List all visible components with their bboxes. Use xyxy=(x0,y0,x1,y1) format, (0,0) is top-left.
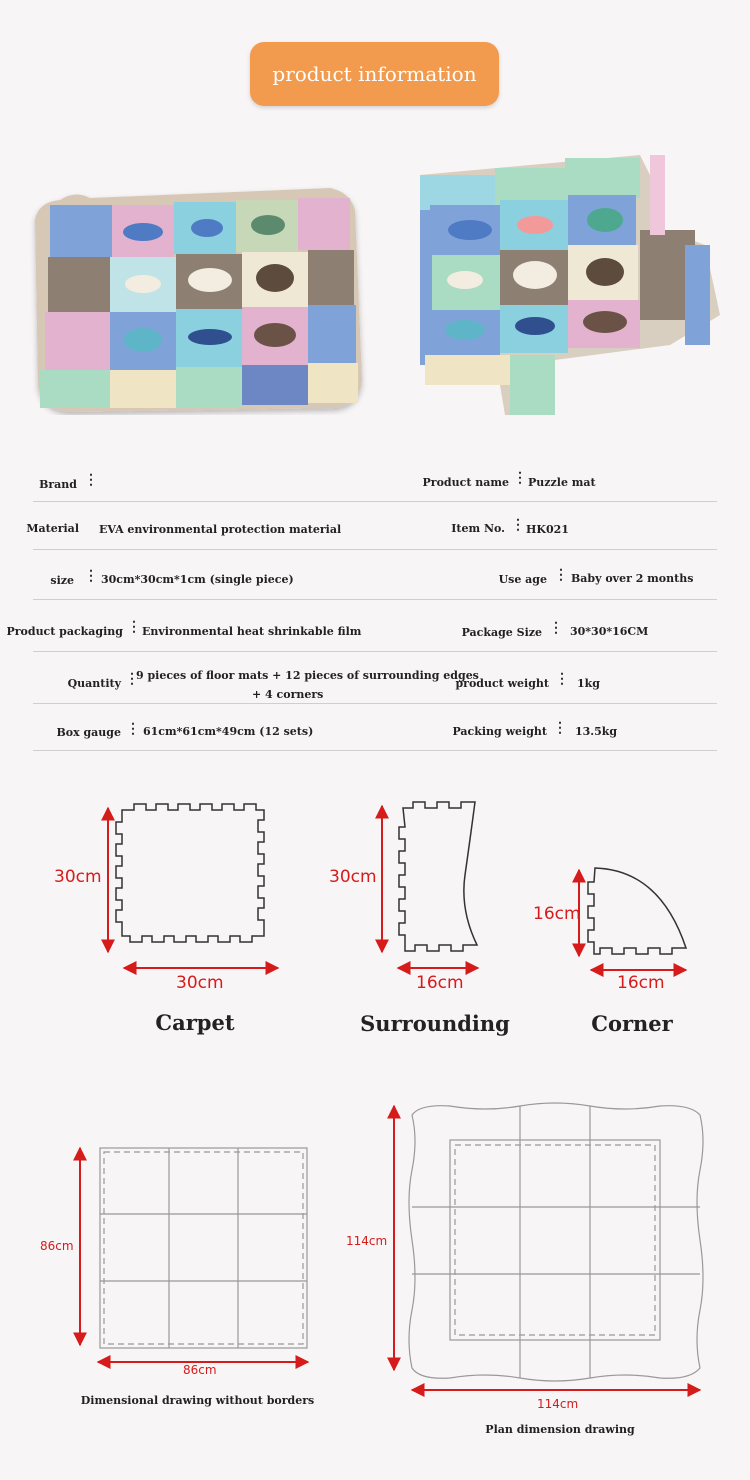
surrounding-width-label: 16cm xyxy=(416,973,464,993)
spec-row-size: size ⋮ 30cm*30cm*1cm (single piece) Use age ⋮ Baby over 2 months xyxy=(33,549,717,600)
material-value: EVA environmental protection material xyxy=(99,523,342,536)
surrounding-height-label: 30cm xyxy=(329,867,377,887)
spec-row-quantity: Quantity ⋮ 9 pieces of floor mats + 12 pieces of surrounding edges + 4 corners product weight ⋮ 1kg xyxy=(33,651,717,704)
product-weight-value: 1kg xyxy=(577,677,600,690)
corner-piece-outline xyxy=(588,868,686,954)
spec-row-box-gauge: Box gauge ⋮ 61cm*61cm*49cm (12 sets) Packing weight ⋮ 13.5kg xyxy=(33,703,717,751)
no-border-caption: Dimensional drawing without borders xyxy=(80,1394,315,1407)
spec-row-material: Material EVA environmental protection material Item No. ⋮ HK021 xyxy=(33,501,717,550)
packing-weight-value: 13.5kg xyxy=(575,725,618,738)
surrounding-piece-outline xyxy=(399,802,477,951)
box-gauge-value: 61cm*61cm*49cm (12 sets) xyxy=(143,725,314,738)
material-label: Material xyxy=(26,522,79,535)
size-label: size xyxy=(50,574,74,587)
package-size-value: 30*30*16CM xyxy=(570,625,649,638)
no-border-width-label: 86cm xyxy=(183,1363,217,1377)
product-name-label: Product name xyxy=(422,476,509,489)
item-no-label: Item No. xyxy=(451,522,505,535)
corner-caption: Corner xyxy=(591,1011,673,1036)
carpet-piece-outline xyxy=(116,804,264,942)
box-gauge-label: Box gauge xyxy=(56,726,121,739)
package-size-label: Package Size xyxy=(461,626,542,639)
use-age-value: Baby over 2 months xyxy=(571,572,694,585)
item-no-value: HK021 xyxy=(526,523,569,536)
product-weight-label: product weight xyxy=(455,677,549,690)
quantity-label: Quantity xyxy=(67,677,121,690)
packaging-value: Environmental heat shrinkable film xyxy=(142,625,362,638)
size-value: 30cm*30cm*1cm (single piece) xyxy=(101,573,294,586)
corner-height-label: 16cm xyxy=(533,904,581,924)
quantity-value-line1: 9 pieces of floor mats + 12 pieces of surrounding edges xyxy=(136,669,479,682)
no-border-height-label: 86cm xyxy=(40,1239,74,1253)
carpet-height-label: 30cm xyxy=(54,867,102,887)
packaging-label: Product packaging xyxy=(6,625,123,638)
product-name-value: Puzzle mat xyxy=(528,476,596,489)
plan-width-label: 114cm xyxy=(537,1397,579,1411)
packing-weight-label: Packing weight xyxy=(452,725,547,738)
plan-grid xyxy=(409,1103,703,1381)
carpet-caption: Carpet xyxy=(155,1010,235,1035)
brand-label: Brand xyxy=(39,478,77,491)
use-age-label: Use age xyxy=(498,573,547,586)
quantity-value-line2: + 4 corners xyxy=(252,688,324,701)
surrounding-caption: Surrounding xyxy=(360,1011,510,1036)
plan-caption: Plan dimension drawing xyxy=(485,1423,635,1436)
no-border-grid xyxy=(100,1148,307,1348)
plan-height-label: 114cm xyxy=(346,1234,388,1248)
corner-width-label: 16cm xyxy=(617,973,665,993)
spec-row-packaging: Product packaging ⋮ Environmental heat shrinkable film Package Size ⋮ 30*30*16CM xyxy=(33,599,717,652)
carpet-width-label: 30cm xyxy=(176,973,224,993)
header-title: product information xyxy=(272,62,477,86)
spec-row-brand: Brand ⋮ Product name ⋮ Puzzle mat xyxy=(33,455,717,502)
